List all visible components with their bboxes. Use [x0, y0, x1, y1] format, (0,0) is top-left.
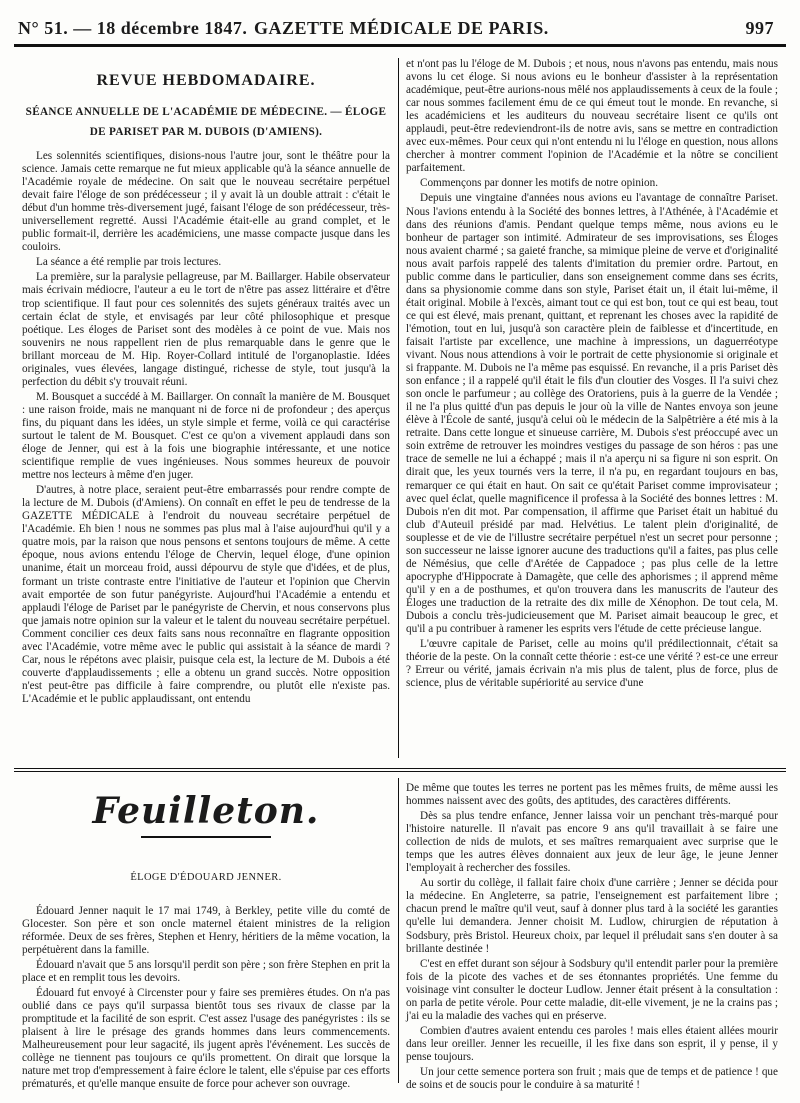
- subtitle-line-1: SÉANCE ANNUELLE DE L'ACADÉMIE DE MÉDECINE. — ÉLOGE: [25, 106, 387, 118]
- revue-paragraph: Commençons par donner les motifs de notre opinion.: [420, 177, 659, 190]
- revue-paragraph: M. Bousquet a succédé à M. Baillarger. On connaît la manière de M. Bousquet : une raison froide, mais ne manquant ni de force ni de profondeur ; des aperçus fins, du piquant dans les idées, un style simple et ferme, voilà ce qui caractérise surtout le talent de M. Bousquet. C'est ce qu'on a vivement applaudi dans son éloge de Jenner, qui est à la fois une biographie intéressante, et une notice scientifique remplie de vues ingénieuses. Nous sommes heureux de pouvoir mettre nos lecteurs à même d'en juger.: [22, 390, 390, 482]
- feuilleton-paragraph: Un jour cette semence portera son fruit ; mais que de temps et de patience ! que de soins et de soucis pour le conduire à sa maturité !: [406, 1065, 778, 1092]
- feuilleton-paragraph: C'est en effet durant son séjour à Sodsbury qu'il entendit parler pour la première fois de la picote des vaches et de ses étonnantes propriétés. Une femme du voisinage vint consulter le docteur Ludlow. Jenner était présent à la consultation : on parla de petite vérole. Pour cette maladie, dit-elle vivement, je ne la crains pas ; j'ai eu la maladie des vaches qui en préserve.: [406, 957, 778, 1022]
- revue-paragraph: D'autres, à notre place, seraient peut-être embarrassés pour rendre compte de la lecture de M. Dubois (d'Amiens). On connaît en effet le peu de tendresse de la GAZETTE MÉDICALE à l'endroit du nouveau secrétaire perpétuel de l'Académie. Eh bien ! nous ne sommes pas plus mal à l'aise aujourd'hui qu'il y a quatre mois, par la raison que nous pensons et sentons toujours de même. A cette époque, nous avions entendu l'éloge de Chervin, lequel éloge, d'une opinion unanime, était un morceau froid, aussi dépourvu de style que d'idées, et de plus, formant un triste contraste entre l'initiative de l'auteur et l'opinion que Chervin avait emportée de son futur panégyriste. Aujourd'hui l'Académie a entendu et applaudi l'éloge de Pariset par le panégyriste de Chervin, et nous conservons plus que jamais notre opinion sur la valeur et le talent du nouveau secrétaire perpétuel. Comment concilier ces deux faits sans nous reconnaître en flagrante opposition avec l'Académie, votre même avec le public qui assistait à la séance de mardi ? Car, nous le répétons avec plaisir, puisque cela est, la lecture de M. Dubois a été couverte d'applaudissements ; elle a obtenu un grand succès. Notre opposition n'est peut-être pas difficile à faire comprendre, ou plutôt elle n'existe pas. L'Académie et le public applaudissant, ont entendu: [22, 484, 390, 705]
- feuilleton-left-column: [22, 782, 390, 1091]
- revue-title: REVUE HEBDOMADAIRE.: [96, 72, 316, 89]
- revue-paragraph: La première, sur la paralysie pellagreuse, par M. Baillarger. Habile observateur mais écrivain médiocre, l'auteur a eu le tort de n'être pas assez littéraire et d'être trop scientifique. Il faut pour ces solennités des sujets généraux traités avec un certain éclat de style, et envisagés par leur côté philosophique et presque poétique. Les éloges de Pariset sont des modèles à ce point de vue. Mais nos souvenirs ne nous rappellent rien de plus remarquable dans le genre que le brillant morceau de M. Hip. Royer-Collard intitulé de l'organoplastie. Idées originales, vues élevées, langage distingué, richesse de style, tout jusqu'à la perfection du débit s'y trouvait réuni.: [22, 271, 390, 388]
- revue-paragraph: L'œuvre capitale de Pariset, celle au moins qu'il prédilectionnait, c'était sa théorie de la peste. On la connaît cette théorie : est-ce une vérité ? est-ce une erreur ? Erreur ou vérité, jamais écrivain n'a mis plus de talent, plus de force, plus de science, plus de véritable supériorité au service d'une: [406, 638, 778, 690]
- header-rule: [14, 44, 786, 47]
- eloge-heading: ÉLOGE D'ÉDOUARD JENNER.: [130, 871, 282, 883]
- issue-date: N° 51. — 18 décembre 1847.: [18, 18, 248, 38]
- feuilleton-right-column: [406, 782, 778, 1092]
- page-header: [14, 18, 774, 42]
- feuilleton-paragraph: De même que toutes les terres ne portent pas les mêmes fruits, de même aussi les hommes naissent avec des goûts, des aptitudes, des caractères différents.: [406, 782, 778, 808]
- feuilleton-paragraph: Édouard Jenner naquit le 17 mai 1749, à Berkley, petite ville du comté de Glocester. Son père et son oncle maternel étaient ministres de la religion réformée. Deux de ses frères, Stephen et Henry, héritiers de la même vocation, la perpétuèrent dans la famille.: [22, 904, 390, 956]
- feuilleton-paragraph: Édouard n'avait que 5 ans lorsqu'il perdit son père ; son frère Stephen en prit la place et en remplit tous les devoirs.: [22, 958, 390, 984]
- feuilleton-separator: [14, 768, 786, 769]
- feuilleton-separator-double: [14, 771, 786, 772]
- revue-left-column: [22, 68, 390, 758]
- subtitle-line-2: DE PARISET PAR M. DUBOIS (D'AMIENS).: [89, 126, 323, 138]
- feuilleton-paragraph: Combien d'autres avaient entendu ces paroles ! mais elles étaient allées mourir dans leur oreiller. Jenner les recueille, il les fixe dans son esprit, il y pense, il y pense toujours.: [406, 1024, 778, 1063]
- feuilleton-rule: [141, 836, 271, 838]
- revue-paragraph: Les solennités scientifiques, disions-nous l'autre jour, sont le théâtre pour la science. Jamais cette remarque ne fut mieux applicable qu'à la séance annuelle de l'Académie royale de médecine. On sait que le nouveau secrétaire perpétuel devait faire l'éloge de son prédécesseur ; il y avait là un double attrait : c'était le début d'un homme très-diversement jugé, faisant l'éloge de son prédécesseur, très-universellement regretté. Aussi l'Académie était-elle au grand complet, et le public formait-il, derrière les académiciens, une masse compacte jusque dans les couloirs.: [22, 150, 390, 254]
- revue-right-column: [406, 58, 778, 758]
- revue-paragraph: Depuis une vingtaine d'années nous avions eu l'avantage de connaître Pariset. Nous l'avions entendu à la Société des bonnes lettres, à l'Athénée, à l'Académie et dans des réunions d'amis. Pendant quelque temps même, nous avions eu le bonheur de partager son intimité. Admirateur de ses improvisations, ses Éloges nous avaient charmé ; sa gaieté franche, sa mimique pleine de verve et d'originalité nous avait parfois rappelé des talents d'imitation du premier ordre. Partout, en public comme dans le particulier, dans son enseignement comme dans ses écrits, dans sa physionomie comme dans son style, Pariset était un, il était lui-même, il était original. Mobile à l'excès, aimant tout ce qui est bon, tout ce qui est beau, tout ce qui est élevé, mais prenant, quittant, et reprenant les choses avec la rapidité de l'émotion, tout en lui, jusqu'à son caractère plein de faiblesse et d'incertitude, en faisait l'artiste par excellence, une machine à impressions, un daguerréotype vivant. Nous nous attendions à voir le portrait de cette physionomie si originale et si frappante. M. Dubois ne l'a même pas esquissé. En revanche, il a pris Pariset dès son enfance ; il a rappelé qu'il était le fils d'un cloutier des Vosges. Il l'a suivi chez son oncle le parfumeur ; au collège des Oratoriens, puis à la guerre de la Vendée ; il ne l'a plus quitté d'un pas depuis le jour où la ville de Nantes envoya son jeune élève à l'École de santé, jusqu'à celui où le médecin de la Salpêtrière a été mis à la retraite. Dans cette longue et sinueuse carrière, M. Dubois s'est préoccupé avec un soin extrême de retrouver les moindres vestiges du passage de son héros : pas une trace de semelle ne lui a échappé ; mais il n'a aperçu ni sa figure ni son esprit. On dirait que, les yeux tournés vers la terre, il n'a pu, en regardant toujours en bas, remarquer ce qui était en haut. On sait ce qu'était Pariset comme improvisateur ; avec quel éclat, quelle magnificence il professa à la Société des bonnes lettres : M. Dubois n'en dit mot. Par compensation, il affirme que Pariset était un habitué du club d'Auteuil présidé par mad. Helvétius. Le talent plein d'originalité, de souplesse et de vie de l'illustre secrétaire perpétuel n'est un secret pour personne ; son successeur ne laisse ignorer aucune des traductions qu'il a faites, pas plus celle de Némésius, que celle d'Arétée de Cappadoce ; pas plus celle de la lettre apocryphe d'Hippocrate à Damagète, que celle des aphorismes ; il apprend même qu'il y en a de posthumes, et qu'on trouvera dans les manuscrits de l'auteur des Éloges une traduction de la retraite des dix mille de Xénophon. De tout cela, M. Dubois a conclu très-judicieusement que M. Pariset aimait beaucoup le grec, et qu'il a pu contribuer à ramener les esprits vers l'étude de cette précieuse langue.: [406, 192, 778, 636]
- column-divider-bottom: [398, 778, 399, 1083]
- seance-subtitle: [22, 102, 390, 142]
- feuilleton-paragraph: Au sortir du collège, il fallait faire choix d'une carrière ; Jenner se décida pour la médecine. En Angleterre, sa patrie, l'enseignement est parfaitement libre ; chacun prend le maître qu'il veut, sauf à donner plus tard à la société les garanties qu'elle lui demandera. Jenner choisit M. Ludlow, chirurgien de réputation à Sodsbury, près Bristol. Heureux choix, par lequel il préludait sans s'en douter à sa brillante destinée !: [406, 877, 778, 955]
- revue-paragraph: et n'ont pas lu l'éloge de M. Dubois ; et nous, nous n'avons pas entendu, mais nous avons lu cet éloge. Si nous avions eu le bonheur d'assister à la représentation académique, peut-être aurions-nous mêlé nos applaudissements à ceux de la foule ; car nous sommes facilement ému de ce qui émeut tout le monde. En revanche, si les académiciens et les auditeurs du nouveau secrétaire lisent ce qu'ils ont applaudi, peut-être redeviendront-ils de notre avis, sans se mettre en contradiction avec eux-mêmes. Pour ceux qui n'ont entendu ni lu l'éloge en question, nous allons chercher à montrer comment l'opinion de l'Académie et la nôtre se concilient parfaitement.: [406, 58, 778, 175]
- feuilleton-title: Feuilleton.: [92, 790, 320, 832]
- journal-title: GAZETTE MÉDICALE DE PARIS.: [254, 18, 549, 38]
- page-number: 997: [745, 18, 774, 38]
- feuilleton-paragraph: Dès sa plus tendre enfance, Jenner laissa voir un penchant très-marqué pour l'histoire naturelle. Il n'avait pas encore 9 ans qu'il travaillait à se faire une collection de nids de mulots, et ses maîtres remarquaient avec surprise que le temps que les autres élèves donnaient aux jeux de leur âge, le jeune Jenner l'employait à rechercher des fossiles.: [406, 810, 778, 875]
- column-divider-top: [398, 58, 399, 758]
- revue-paragraph: La séance a été remplie par trois lectures.: [36, 256, 222, 269]
- feuilleton-paragraph: Édouard fut envoyé à Circenster pour y faire ses premières études. On n'a pas oublié dans ce pays qu'il surpassa bientôt tous ses rivaux de classe par la promptitude et la facilité de son esprit. C'est assez l'usage des panégyristes : ils se plaisent à lire le présage des grands hommes dans leurs commencements. Malheureusement pour leur sagacité, ils jugent après l'événement. Les succès de collège ne tiennent pas toujours ce qu'ils promettent. On dirait que lorsque la nature met trop d'empressement à faire éclore le talent, elle s'épuise par ces efforts prématurés, et qu'elle manque ensuite de force pour achever son ouvrage.: [22, 986, 390, 1091]
